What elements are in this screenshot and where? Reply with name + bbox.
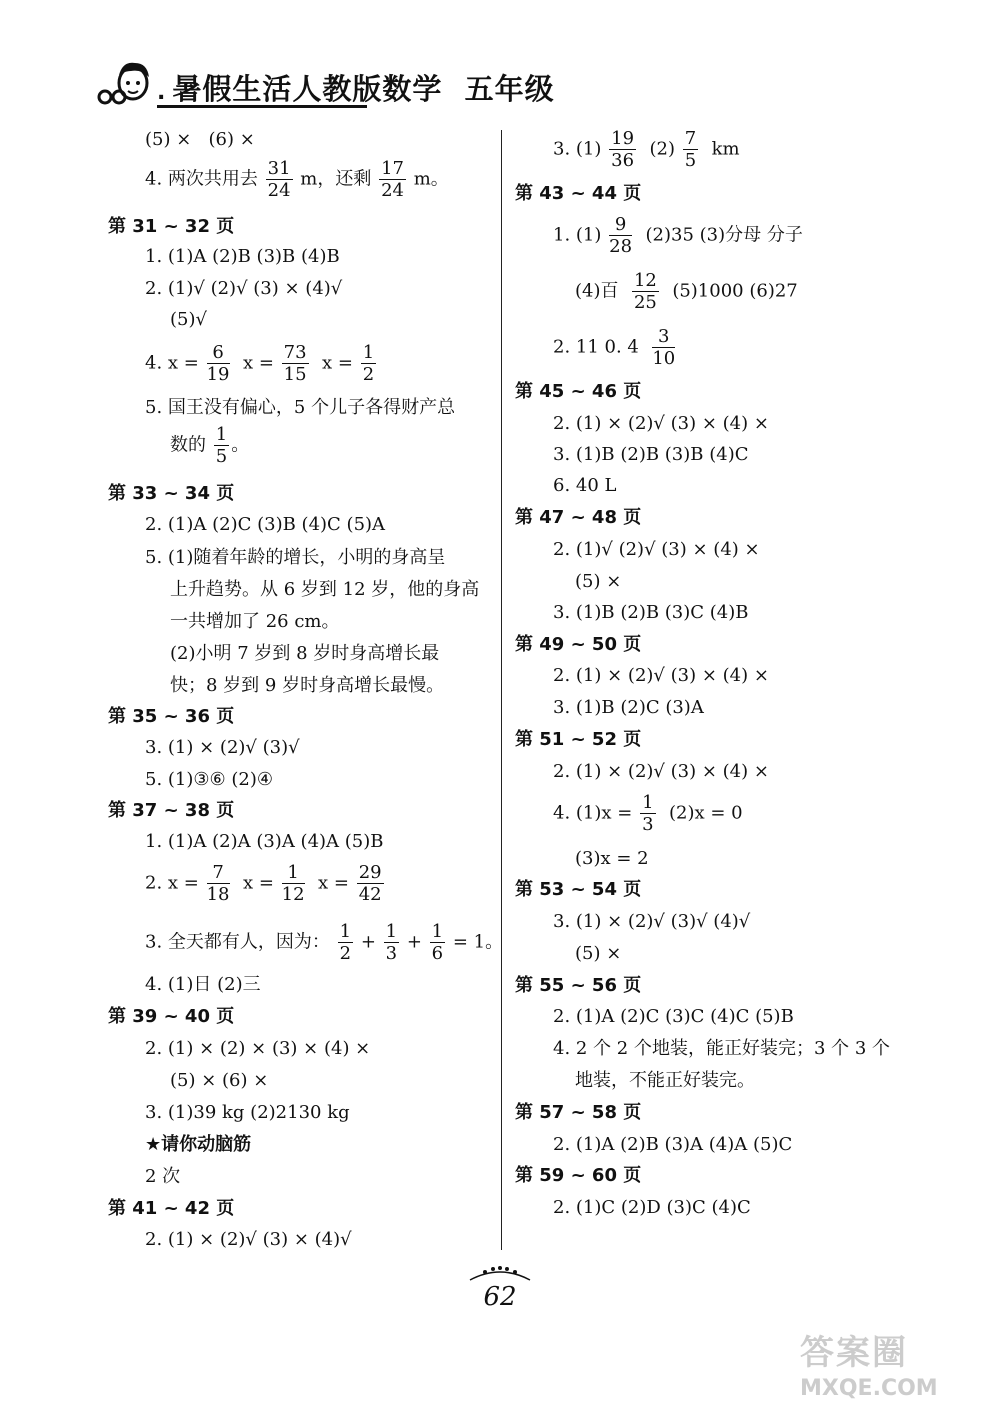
answer-line: 一共增加了 26 cm。 — [170, 611, 340, 632]
header-dot: . — [157, 80, 167, 105]
section-heading: 第 39 ~ 40 页 — [108, 1006, 235, 1027]
answer-line: 地装，不能正好装完。 — [575, 1070, 755, 1091]
answer-line: 2. (1) × (2)√ (3) × (4)√ — [145, 1229, 352, 1250]
answer-line: 3. (1) × (2)√ (3)√ — [145, 737, 300, 758]
answer-line: (4)百 $\frac{12}{25}$ (5)1000 (6)27 — [575, 270, 798, 313]
answer-line: 1. (1)A (2)B (3)B (4)B — [145, 246, 340, 267]
answer-line: 2 次 — [145, 1166, 181, 1187]
fraction: $\frac{1}{2}$ — [339, 921, 352, 964]
answer-line: (5) × (6) × — [170, 1070, 269, 1091]
answer-line: (5) × — [575, 943, 622, 964]
answer-line: 4. x = $\frac{6}{19}$ x = $\frac{73}{15}$ x = $\frac{1}{2}$ — [145, 342, 375, 385]
section-heading: 第 45 ~ 46 页 — [515, 381, 642, 402]
section-heading: 第 49 ~ 50 页 — [515, 634, 642, 655]
fraction: $\frac{1}{3}$ — [385, 921, 398, 964]
fraction: $\frac{29}{42}$ — [358, 862, 382, 905]
fraction: $\frac{1}{12}$ — [281, 862, 305, 905]
answer-line: 3. (1) × (2)√ (3)√ (4)√ — [553, 911, 751, 932]
answer-line: (3)x = 2 — [575, 848, 649, 869]
answer-line: 2. (1) × (2)√ (3) × (4) × — [553, 413, 769, 434]
section-heading: 第 31 ~ 32 页 — [108, 216, 235, 237]
answer-line: 4. 两次共用去 $\frac{31}{24}$ m，还剩 $\frac{17}{24}$ m。 — [145, 158, 449, 201]
watermark-text: 答案圈 — [800, 1333, 908, 1373]
answer-line: 3. 全天都有人，因为： $\frac{1}{2}$ + $\frac{1}{3}$ + $\frac{1}{6}$ = 1。 — [145, 921, 504, 964]
fraction: $\frac{1}{6}$ — [431, 921, 444, 964]
fraction: $\frac{31}{24}$ — [267, 158, 291, 201]
page-number — [460, 1262, 540, 1322]
answer-line: 2. (1) × (2) × (3) × (4) × — [145, 1038, 371, 1059]
fraction: $\frac{17}{24}$ — [381, 158, 404, 201]
fraction: $\frac{7}{5}$ — [684, 128, 697, 171]
fraction: $\frac{19}{36}$ — [611, 128, 635, 171]
fraction: $\frac{1}{2}$ — [362, 342, 375, 385]
answer-line: 2. (1) × (2)√ (3) × (4) × — [553, 761, 769, 782]
section-heading: 第 33 ~ 34 页 — [108, 483, 235, 504]
section-heading: 第 51 ~ 52 页 — [515, 729, 642, 750]
section-heading: 第 43 ~ 44 页 — [515, 183, 642, 204]
answer-line: 2. (1)√ (2)√ (3) × (4) × — [553, 539, 760, 560]
fraction: $\frac{1}{3}$ — [642, 792, 654, 835]
answer-line: 2. (1)A (2)C (3)C (4)C (5)B — [553, 1006, 794, 1027]
answer-line: 3. (1)B (2)B (3)C (4)B — [553, 602, 749, 623]
answer-line: 3. (1) $\frac{19}{36}$ (2) $\frac{7}{5}$ km — [553, 128, 740, 171]
answer-line: 2. x = $\frac{7}{18}$ x = $\frac{1}{12}$ x = $\frac{29}{42}$ — [145, 862, 382, 905]
answer-line: 3. (1)39 kg (2)2130 kg — [145, 1102, 350, 1123]
section-heading: 第 55 ~ 56 页 — [515, 975, 642, 996]
fraction: $\frac{3}{10}$ — [652, 326, 676, 369]
answer-line: 5. (1)③⑥ (2)④ — [145, 769, 274, 790]
answer-line: 5. 国王没有偏心，5 个儿子各得财产总 — [145, 397, 456, 418]
section-heading: 第 41 ~ 42 页 — [108, 1198, 235, 1219]
answer-line: 2. (1)A (2)C (3)B (4)C (5)A — [145, 514, 386, 535]
watermark-url: MXQE.COM — [800, 1376, 938, 1401]
fraction: $\frac{6}{19}$ — [206, 342, 230, 385]
answer-line: (5)√ — [170, 309, 207, 330]
answer-line: (2)小明 7 岁到 8 岁时身高增长最 — [170, 643, 440, 664]
watermark — [800, 1325, 990, 1405]
answer-line: (5) × (6) × — [145, 129, 255, 150]
section-heading: 第 35 ~ 36 页 — [108, 706, 235, 727]
section-heading: 第 57 ~ 58 页 — [515, 1102, 642, 1123]
fraction: $\frac{7}{18}$ — [206, 862, 230, 905]
answer-line: 4. (1)x = $\frac{1}{3}$ (2)x = 0 — [553, 792, 743, 835]
section-heading: 第 59 ~ 60 页 — [515, 1165, 642, 1186]
answer-line: 2. 11 0. 4 $\frac{3}{10}$ — [553, 326, 676, 369]
fraction: $\frac{9}{28}$ — [609, 214, 633, 257]
answer-line: 4. (1)日 (2)三 — [145, 974, 261, 995]
answer-line: 4. 2 个 2 个地装，能正好装完；3 个 3 个 — [553, 1038, 891, 1059]
bonus-heading: ★请你动脑筋 — [145, 1134, 252, 1155]
answer-line: 2. (1)√ (2)√ (3) × (4)√ — [145, 278, 343, 299]
mascot-logo — [95, 55, 155, 110]
fraction: $\frac{12}{25}$ — [633, 270, 657, 313]
fraction: $\frac{1}{5}$ — [215, 424, 228, 467]
answer-line: 3. (1)B (2)C (3)A — [553, 697, 704, 718]
answer-line: 数的 $\frac{1}{5}$ 。 — [170, 424, 250, 467]
answer-line: 2. (1)A (2)B (3)A (4)A (5)C — [553, 1134, 793, 1155]
section-heading: 第 47 ~ 48 页 — [515, 507, 642, 528]
page-header — [95, 55, 555, 115]
fraction: $\frac{73}{15}$ — [283, 342, 307, 385]
answer-line: 1. (1) $\frac{9}{28}$ (2)35 (3)分母 分子 — [553, 214, 803, 257]
book-title: 暑假生活人教版数学 — [172, 72, 443, 106]
answer-line: 5. (1)随着年龄的增长，小明的身高呈 — [145, 547, 446, 568]
answer-line: 6. 40 L — [553, 475, 617, 496]
answer-line: (5) × — [575, 571, 622, 592]
answer-line: 2. (1) × (2)√ (3) × (4) × — [553, 665, 769, 686]
answer-line: 3. (1)B (2)B (3)B (4)C — [553, 444, 749, 465]
answer-line: 2. (1)C (2)D (3)C (4)C — [553, 1197, 751, 1218]
answer-line: 快；8 岁到 9 岁时身高增长最慢。 — [170, 675, 445, 696]
grade-label: 五年级 — [464, 72, 555, 106]
header-underline — [157, 105, 367, 108]
header-title — [157, 67, 555, 108]
column-divider — [501, 130, 502, 1250]
page-number-text: 62 — [483, 1282, 517, 1312]
leaf-ornament — [460, 1262, 540, 1284]
section-heading: 第 37 ~ 38 页 — [108, 800, 235, 821]
answer-line: 1. (1)A (2)A (3)A (4)A (5)B — [145, 831, 384, 852]
answer-line: 上升趋势。从 6 岁到 12 岁，他的身高 — [170, 579, 480, 600]
section-heading: 第 53 ~ 54 页 — [515, 879, 642, 900]
